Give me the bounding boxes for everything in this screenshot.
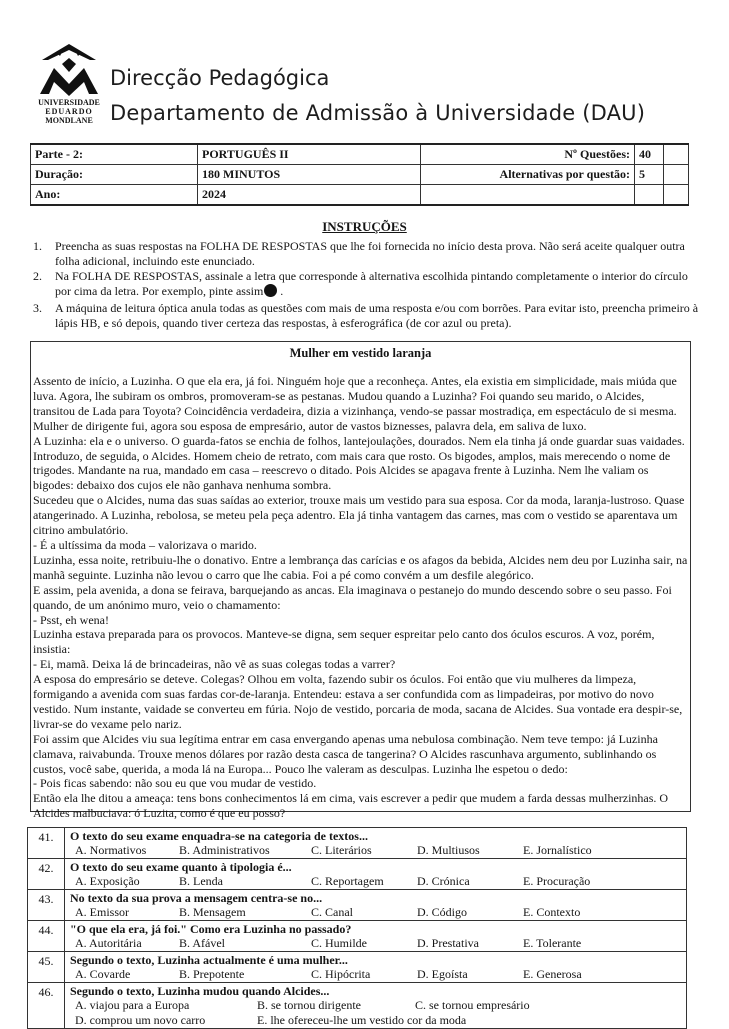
- logo-emblem-icon: [34, 40, 104, 96]
- passage-paragraph: - Ei, mamã. Deixa lá de brincadeiras, não vê as suas colegas todas a varrer?: [33, 657, 396, 672]
- question-stem: "O que ela era, já foi." Como era Luzinha no passado?: [70, 922, 352, 936]
- question-stem: O texto do seu exame enquadra-se na categoria de textos...: [70, 829, 368, 843]
- instruction-text: A máquina de leitura óptica anula todas as questões com mais de uma resposta e/ou com borrões. Para evitar isto, preencha primeiro à lápis HB, e só depois, quando tiver certeza das respostas, à esferográfica (de cor azul ou preta).: [55, 301, 699, 330]
- info-empty-cell: [664, 165, 689, 185]
- question-options: [65, 1013, 686, 1028]
- option-a: A. Autoritária: [75, 936, 142, 950]
- duration-value: 180 MINUTOS: [198, 165, 421, 185]
- year-value: 2024: [198, 185, 421, 206]
- option-b: B. Afável: [179, 936, 225, 950]
- passage-paragraph: - É a ultíssima da moda – valorizava o marido.: [33, 537, 257, 552]
- option-d: D. Código: [417, 905, 468, 919]
- option-b: B. Mensagem: [179, 905, 246, 919]
- option-a: A. Covarde: [75, 967, 131, 981]
- option-e: E. Generosa: [523, 967, 582, 981]
- exam-info-table: [30, 143, 689, 206]
- passage-text: [33, 374, 688, 821]
- instruction-item: [33, 269, 705, 299]
- info-empty-cell: [421, 185, 635, 206]
- instruction-text: Na FOLHA DE RESPOSTAS, assinale a letra que corresponde à alternativa escolhida pintando completamente o interior do círculo por cima da letra. Por exemplo, pinte assim: [55, 269, 688, 298]
- instruction-text: Preencha as suas respostas na FOLHA DE RESPOSTAS que lhe foi fornecida no início desta prova. Não será aceite qualquer outra folha adicional, incluindo este enunciado.: [55, 239, 685, 268]
- instruction-number: 3.: [33, 301, 42, 315]
- question-number: 46.: [28, 983, 65, 1029]
- info-empty-cell: [664, 185, 689, 206]
- passage-paragraph: Então ela lhe ditou a ameaça: tens bons conhecimentos lá em cima, vais escrever a pedir que mudem a farda dessas mulherzinhas. O Alcides malbuciava: ó Luzita, como é que eu posso?: [33, 791, 669, 821]
- option-e: E. Tolerante: [523, 936, 582, 950]
- question-row: [28, 890, 687, 921]
- question-number: 45.: [28, 952, 65, 983]
- passage-paragraph: Luzinha, essa noite, retribuiu-lhe o donativo. Entre a lembrança das carícias e os afagos da bebida, Alcides nem deu por Luzinha sair, na manhã seguinte. Luzinha não levou o carro que lhe cabia. Foi a pé como convém a um desfile alegórico.: [33, 552, 688, 582]
- option-d: D. Crónica: [417, 874, 470, 888]
- info-empty-cell: [635, 185, 664, 206]
- passage-paragraph: - Psst, eh wena!: [33, 612, 109, 627]
- logo-text-line-2: EDUARDO: [45, 107, 93, 116]
- option-d: D. comprou um novo carro: [75, 1013, 206, 1027]
- filled-circle-icon: [264, 284, 277, 297]
- question-stem: O texto do seu exame quanto à tipologia é...: [70, 860, 292, 874]
- header-subtitle: Departamento de Admissão à Universidade (DAU): [110, 101, 646, 125]
- passage-paragraph: E assim, pela avenida, a dona se feirava, barquejando as ancas. Ela imaginava o pestanejo do mundo descendo sobre o seu passo. Foi quando, de um anónimo muro, veio o chamamento:: [33, 582, 672, 612]
- alternatives-value: 5: [635, 165, 664, 185]
- option-e: E. Procuração: [523, 874, 591, 888]
- passage-paragraph: Luzinha estava preparada para os provocos. Manteve-se digna, sem sequer espreitar pelo canto dos óculos escuros. A voz, porém, insistia:: [33, 627, 655, 657]
- option-e: E. lhe ofereceu-lhe um vestido cor da moda: [257, 1013, 467, 1027]
- question-number: 43.: [28, 890, 65, 921]
- option-d: D. Prestativa: [417, 936, 479, 950]
- part-label: Parte - 2:: [31, 144, 198, 165]
- question-options: [65, 874, 686, 889]
- option-e: E. Jornalístico: [523, 843, 592, 857]
- question-stem: Segundo o texto, Luzinha mudou quando Alcides...: [70, 984, 330, 998]
- passage-paragraph: Foi assim que Alcides viu sua legítima entrar em casa envergando apenas uma nebulosa combinação. Nem teve tempo: já Luzinha clamava, raivabunda. Trouxe menos dólares por razão desta casca de tangerina? O Alcides rascunhava argumento, sublinhando os custos, você sabe, querida, a moda lá na Europa... Pouco lhe valeram as desculpas. Luzinha lhe espetou o dedo:: [33, 731, 658, 776]
- info-empty-cell: [664, 144, 689, 165]
- questions-value: 40: [635, 144, 664, 165]
- option-a: A. viajou para a Europa: [75, 998, 190, 1012]
- question-row: [28, 921, 687, 952]
- option-b: B. Administrativos: [179, 843, 270, 857]
- question-number: 44.: [28, 921, 65, 952]
- option-b: B. Prepotente: [179, 967, 245, 981]
- question-options: [65, 905, 686, 920]
- question-row: [28, 828, 687, 859]
- questions-label: Nº Questões:: [421, 144, 635, 165]
- logo-text-line-1: UNIVERSIDADE: [38, 98, 100, 107]
- instruction-item: [33, 301, 705, 331]
- option-c: C. Literários: [311, 843, 372, 857]
- passage-paragraph: A Luzinha: ela e o universo. O guarda-fatos se enchia de folhos, lantejoulações, dourados. Nem ela tinha já onde guardar suas vaidades. Introduzo, de seguida, o Alcides. Homem cheio de retrato, com mais cara que rosto. Os bigodes, amplos, mais merecendo o nome de trigodes. Mandante na rua, mandado em casa – reescrevo o ditado. Pois Alcides se apagava frente à Luzinha. Nem lhe valiam os bigodes: debaixo dos cujos ele não ganhava nenhuma sombra.: [33, 433, 685, 493]
- passage-paragraph: Assento de início, a Luzinha. O que ela era, já foi. Ninguém hoje que a reconheça. Antes, ela existia em simplicidade, mais miúda que luva. Agora, lhe subiram os ombros, promoveram-se as pestanas. Mudou quando a Luzinha? Foi quando seu marido, o Alcides, transitou de Lada para Toyota? Coincidência verdadeira, dizia a vizinhança, vendo-se passar mostradiça, em espectáculo de si mesma.: [33, 374, 677, 418]
- duration-label: Duração:: [31, 165, 198, 185]
- option-a: A. Normativos: [75, 843, 147, 857]
- question-options: [65, 843, 686, 858]
- question-options: [65, 936, 686, 951]
- option-d: D. Multiusos: [417, 843, 480, 857]
- year-label: Ano:: [31, 185, 198, 206]
- question-options: [65, 967, 686, 982]
- header-title: Direcção Pedagógica: [110, 66, 330, 90]
- question-stem: Segundo o texto, Luzinha actualmente é uma mulher...: [70, 953, 348, 967]
- passage-paragraph: Sucedeu que o Alcides, numa das suas saídas ao exterior, trouxe mais um vestido para sua esposa. Cor da moda, laranja-lustroso. Quase atangerinado. A Luzinha, rebolosa, se meteu pela peça adentro. Ela já tinha vantagem das carnes, mas com o vestido se aparentava um citrino ambulatório.: [33, 493, 685, 538]
- instruction-suffix: .: [280, 284, 284, 298]
- instructions-title: INSTRUÇÕES: [322, 219, 407, 234]
- question-options: [65, 998, 686, 1013]
- option-e: E. Contexto: [523, 905, 581, 919]
- instruction-number: 1.: [33, 239, 42, 253]
- option-b: B. se tornou dirigente: [257, 998, 361, 1012]
- part-value: PORTUGUÊS II: [198, 144, 421, 165]
- question-stem: No texto da sua prova a mensagem centra-se no...: [70, 891, 323, 905]
- question-row: [28, 952, 687, 983]
- question-number: 41.: [28, 828, 65, 859]
- option-b: B. Lenda: [179, 874, 223, 888]
- instruction-number: 2.: [33, 269, 42, 283]
- question-number: 42.: [28, 859, 65, 890]
- questions-table: [27, 827, 687, 1029]
- instruction-item: [33, 239, 705, 269]
- passage-title: Mulher em vestido laranja: [289, 346, 432, 360]
- passage-paragraph: - Pois ficas sabendo: não sou eu que vou mudar de vestido.: [33, 776, 317, 791]
- passage-paragraph: Mulher de dirigente fui, agora sou esposa de empresário, autor de vastos biznesses, palavra dela, em saliva de luxo.: [33, 418, 587, 433]
- question-row: [28, 983, 687, 1029]
- university-logo: [34, 40, 104, 130]
- option-c: C. Hipócrita: [311, 967, 371, 981]
- option-a: A. Emissor: [75, 905, 129, 919]
- option-a: A. Exposição: [75, 874, 140, 888]
- option-c: C. Humilde: [311, 936, 367, 950]
- alternatives-label: Alternativas por questão:: [421, 165, 635, 185]
- passage-paragraph: A esposa do empresário se deteve. Colegas? Olhou em volta, fazendo subir os óculos. Foi então que viu mulheres da limpeza, formigando a avenida com suas fardas cor-de-laranja. Entendeu: estava a ser confundida com as limpadeiras, por motivo do novo vestido. Num instante, vaidade se converteu em fúria. Nojo de vestido, porcaria de moda, sacana de Alcides. Sua vontade era despir-se, livrar-se do vexame pelo nariz.: [33, 672, 683, 731]
- question-row: [28, 859, 687, 890]
- option-d: D. Egoísta: [417, 967, 468, 981]
- option-c: C. Canal: [311, 905, 353, 919]
- passage-box: [30, 341, 691, 821]
- logo-text-line-3: MONDLANE: [45, 116, 93, 125]
- option-c: C. Reportagem: [311, 874, 384, 888]
- option-c: C. se tornou empresário: [415, 998, 530, 1012]
